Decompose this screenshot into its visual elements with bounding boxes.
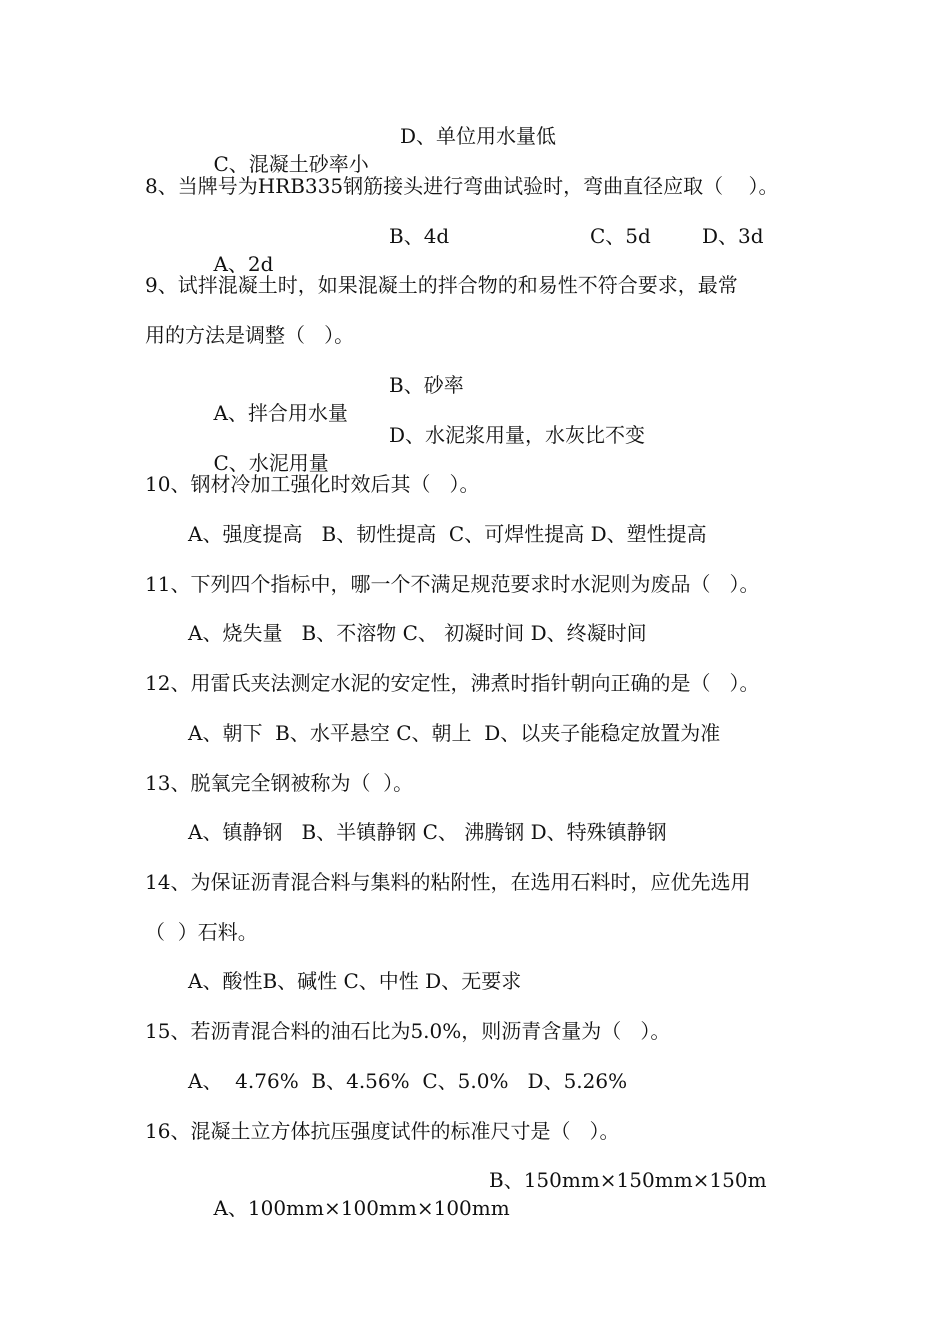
question-14-line1: 14、为保证沥青混合料与集料的粘附性，在选用石料时，应优先选用 [145,870,751,894]
q13-options: A、镇静钢 B、半镇静钢 C、 沸腾钢 D、特殊镇静钢 [188,820,667,844]
option-c: C、混凝土砂率小 [213,152,369,176]
question-10: 10、钢材冷加工强化时效后其（ ）。 [145,472,480,496]
q10-options: A、强度提高 B、韧性提高 C、可焊性提高 D、塑性提高 [188,522,707,546]
option-a: A、2d [213,252,274,276]
question-9-line2: 用的方法是调整（ ）。 [145,323,355,347]
option-d: D、水泥浆用量，水灰比不变 [389,423,646,447]
q16-options-ab [188,1166,767,1278]
question-16: 16、混凝土立方体抗压强度试件的标准尺寸是（ ）。 [145,1119,620,1143]
q15-options: A、 4.76% B、4.56% C、5.0% D、5.26% [188,1069,628,1093]
question-13: 13、脱氧完全钢被称为（ ）。 [145,771,414,795]
q12-options: A、朝下 B、水平悬空 C、朝上 D、以夹子能稳定放置为准 [188,721,721,745]
q11-options: A、烧失量 B、不溶物 C、 初凝时间 D、终凝时间 [188,621,647,645]
option-c: C、5d [590,224,651,248]
option-d: D、3d [702,224,764,248]
question-11: 11、下列四个指标中，哪一个不满足规范要求时水泥则为废品（ ）。 [145,572,760,596]
question-9-line1: 9、试拌混凝土时，如果混凝土的拌合物的和易性不符合要求，最常 [145,273,738,297]
option-a: A、100mm×100mm×100mm [213,1196,510,1220]
option-b: B、4d [389,224,450,248]
option-b: B、砂率 [389,373,464,397]
option-a: A、拌合用水量 [213,401,348,425]
option-d: D、单位用水量低 [400,124,557,148]
option-c: C、水泥用量 [213,451,329,475]
question-12: 12、用雷氏夹法测定水泥的安定性，沸煮时指针朝向正确的是（ ）。 [145,671,760,695]
question-8: 8、当牌号为HRB335钢筋接头进行弯曲试验时，弯曲直径应取（ ）。 [145,174,779,198]
option-b: B、150mm×150mm×150m [489,1168,767,1192]
question-14-line2: （ ）石料。 [145,920,258,944]
q14-options: A、酸性B、碱性 C、中性 D、无要求 [188,969,522,993]
question-15: 15、若沥青混合料的油石比为5.0%，则沥青含量为（ ）。 [145,1019,671,1043]
